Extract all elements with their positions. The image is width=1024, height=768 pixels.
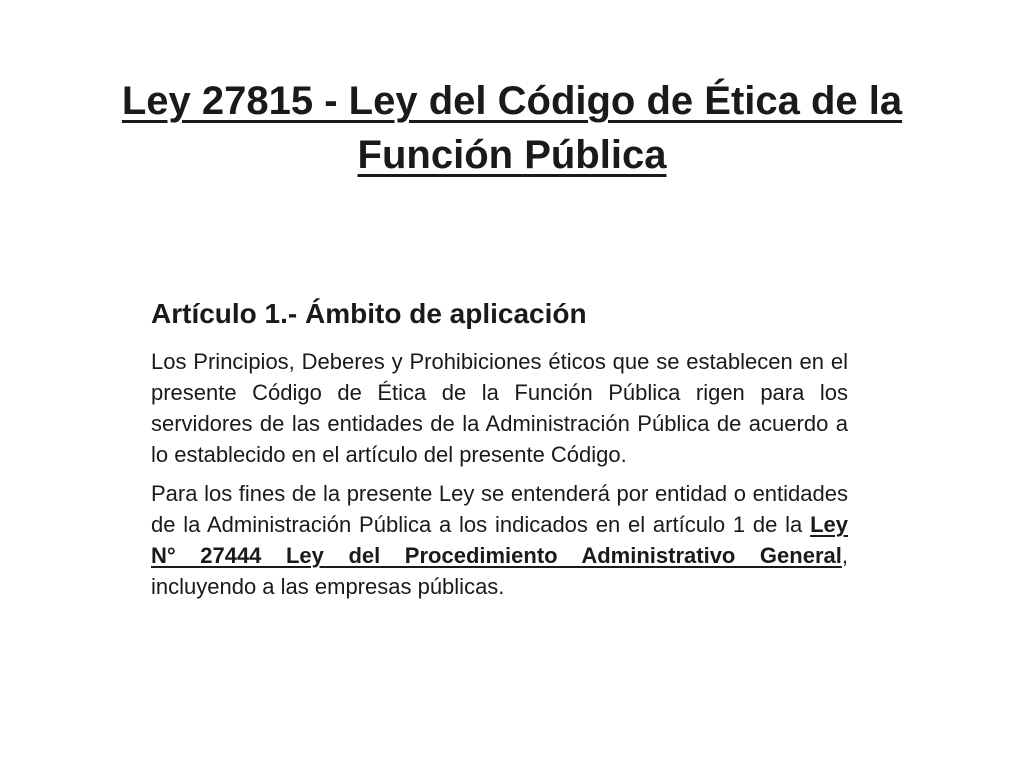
article-content [151, 294, 848, 610]
page-title-text: Ley 27815 - Ley del Código de Ética de la Función Pública [121, 79, 903, 177]
article-paragraph-1: Los Principios, Deberes y Prohibiciones éticos que se establecen en el presente Código de Ética de la Función Pública rigen para los servidores de las entidades de la Administración Pública de acuerdo a lo establecido en el artículo del presente Código. [151, 349, 848, 467]
article-paragraph-2 [151, 478, 848, 602]
page-title [60, 74, 964, 182]
article-heading: Artículo 1.- Ámbito de aplicación [151, 298, 587, 329]
paragraph-2-text-before: Para los fines de la presente Ley se entenderá por entidad o entidades de la Administración Pública a los indicados en el artículo 1 de la [151, 481, 848, 537]
paragraph-2-text-after: , incluyendo a las empresas públicas. [151, 543, 848, 599]
law-27444-link[interactable]: Ley N° 27444 Ley del Procedimiento Administrativo General [151, 512, 848, 568]
